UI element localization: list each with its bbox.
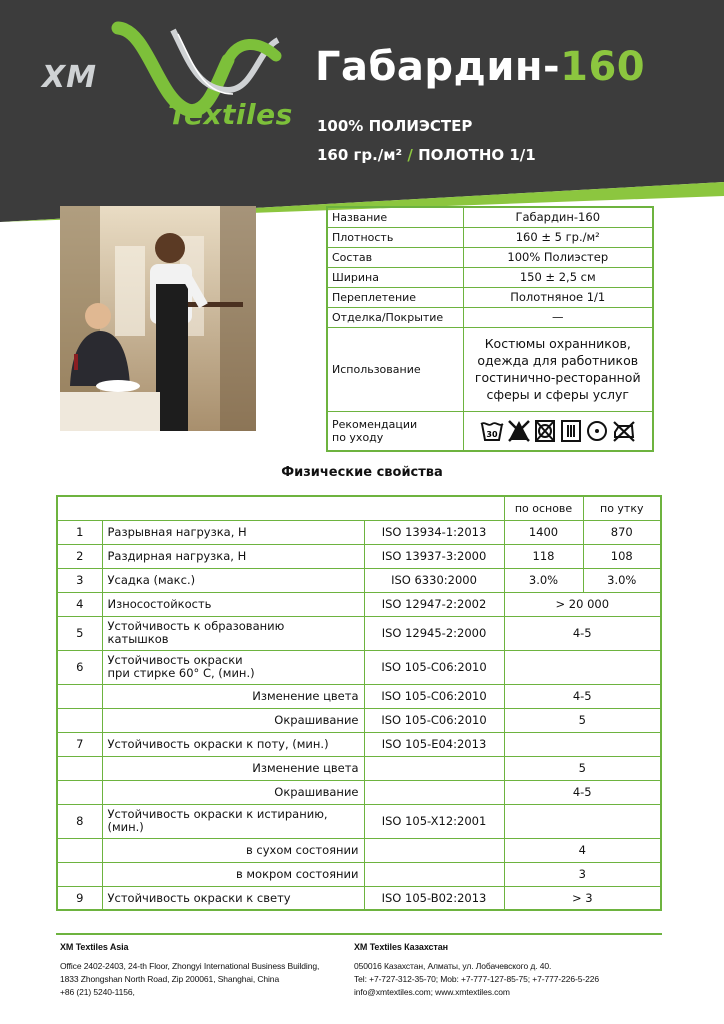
row-name-line: Устойчивость окраски — [107, 653, 243, 667]
header-blank — [57, 496, 504, 520]
row-standard — [364, 756, 504, 780]
row-name — [102, 804, 364, 838]
col-weft: по утку — [583, 496, 661, 520]
row-num-blank — [57, 756, 102, 780]
product-title — [315, 44, 645, 90]
composition-line: 100% ПОЛИЭСТЕР — [317, 117, 473, 135]
row-num: 4 — [57, 592, 102, 616]
usage-line: сферы и сферы услуг — [486, 387, 629, 402]
row-num-blank — [57, 780, 102, 804]
spec-key: Состав — [327, 247, 463, 267]
spec-value: 160 ± 5 гр./м² — [463, 227, 653, 247]
table-subrow — [57, 756, 661, 780]
row-num: 1 — [57, 520, 102, 544]
row-value — [504, 650, 661, 684]
table-row — [57, 804, 661, 838]
usage-line: гостинично-ресторанной — [474, 370, 641, 385]
row-standard: ISO 105-C06:2010 — [364, 684, 504, 708]
spec-table — [326, 206, 654, 452]
row-standard: ISO 105-C06:2010 — [364, 650, 504, 684]
row-standard: ISO 6330:2000 — [364, 568, 504, 592]
no-bleach-icon — [507, 418, 531, 444]
waiter-photo-illustration — [60, 206, 256, 431]
row-num-blank — [57, 708, 102, 732]
row-num: 9 — [57, 886, 102, 910]
footer-asia-heading: XM Textiles Asia — [60, 942, 129, 952]
row-name: Разрывная нагрузка, Н — [102, 520, 364, 544]
table-row — [57, 732, 661, 756]
row-standard: ISO 105-C06:2010 — [364, 708, 504, 732]
row-name-line: (мин.) — [107, 820, 144, 834]
row-value: > 20 000 — [504, 592, 661, 616]
no-dry-clean-icon — [611, 418, 637, 444]
spec-value: Габардин-160 — [463, 207, 653, 227]
row-standard — [364, 862, 504, 886]
row-value: > 3 — [504, 886, 661, 910]
row-value: 5 — [504, 708, 661, 732]
spec-row — [327, 207, 653, 227]
row-value — [504, 804, 661, 838]
density-text: 160 гр./м² — [317, 146, 403, 164]
row-standard: ISO 12947-2:2002 — [364, 592, 504, 616]
table-row — [57, 650, 661, 684]
row-warp: 118 — [504, 544, 583, 568]
row-value: 4-5 — [504, 616, 661, 650]
table-subrow — [57, 684, 661, 708]
table-row — [57, 520, 661, 544]
row-num-blank — [57, 838, 102, 862]
row-num: 7 — [57, 732, 102, 756]
row-standard: ISO 13934-1:2013 — [364, 520, 504, 544]
brand-logo — [38, 20, 298, 140]
row-value: 5 — [504, 756, 661, 780]
usage-line: Костюмы охранников, — [484, 336, 631, 351]
row-weft: 3.0% — [583, 568, 661, 592]
care-icons-cell — [463, 411, 653, 451]
row-standard: ISO 105-E04:2013 — [364, 732, 504, 756]
row-name — [102, 650, 364, 684]
row-standard: ISO 105-B02:2013 — [364, 886, 504, 910]
spec-key: Плотность — [327, 227, 463, 247]
care-key-line: Рекомендации — [332, 417, 418, 431]
row-num-blank — [57, 684, 102, 708]
spec-usage-value — [463, 327, 653, 411]
row-subname: Окрашивание — [102, 708, 364, 732]
spec-row — [327, 307, 653, 327]
title-main: Габардин- — [315, 44, 561, 90]
row-value: 4-5 — [504, 780, 661, 804]
spec-row — [327, 227, 653, 247]
care-key-line: по уходу — [332, 430, 384, 444]
spec-key: Отделка/Покрытие — [327, 307, 463, 327]
row-name: Усадка (макс.) — [102, 568, 364, 592]
row-num: 3 — [57, 568, 102, 592]
row-weft: 108 — [583, 544, 661, 568]
product-photo — [60, 206, 256, 431]
row-num: 2 — [57, 544, 102, 568]
row-weft: 870 — [583, 520, 661, 544]
spec-value: Полотняное 1/1 — [463, 287, 653, 307]
row-standard — [364, 780, 504, 804]
iron-low-icon — [585, 418, 609, 444]
row-name-line: Устойчивость окраски к истиранию, — [107, 807, 328, 821]
footer-kz-heading: XM Textiles Казахстан — [354, 942, 448, 952]
density-weave-line — [317, 146, 536, 164]
row-name: Износостойкость — [102, 592, 364, 616]
wash-30-icon — [479, 418, 505, 444]
spec-key: Название — [327, 207, 463, 227]
spec-row — [327, 287, 653, 307]
table-row — [57, 544, 661, 568]
logo-prefix: XM — [42, 60, 97, 95]
spec-key: Переплетение — [327, 287, 463, 307]
svg-text:30: 30 — [486, 429, 498, 439]
row-name — [102, 616, 364, 650]
row-name-line: при стирке 60° С, (мин.) — [107, 666, 255, 680]
footer-divider — [56, 933, 662, 935]
footer-kz-email-web[interactable]: info@xmtextiles.com; www.xmtextiles.com — [354, 987, 510, 997]
row-subname: Изменение цвета — [102, 684, 364, 708]
table-subrow — [57, 780, 661, 804]
table-row — [57, 886, 661, 910]
row-name: Устойчивость окраски к свету — [102, 886, 364, 910]
footer-kazakhstan — [354, 941, 654, 999]
spec-key: Ширина — [327, 267, 463, 287]
row-value: 4 — [504, 838, 661, 862]
footer-kz-line: Tel: +7-727-312-35-70; Mob: +7-777-127-85-75; +7-777-226-5-226 — [354, 974, 599, 984]
separator: / — [407, 146, 413, 164]
row-num: 8 — [57, 804, 102, 838]
footer-asia-line: +86 (21) 5240-1156, — [60, 987, 135, 997]
row-standard: ISO 13937-3:2000 — [364, 544, 504, 568]
title-accent: 160 — [560, 44, 646, 90]
footer-asia-line: Office 2402-2403, 24-th Floor, Zhongyi International Business Building, — [60, 961, 320, 971]
row-standard: ISO 12945-2:2000 — [364, 616, 504, 650]
row-num: 5 — [57, 616, 102, 650]
spec-key: Использование — [327, 327, 463, 411]
table-subrow — [57, 838, 661, 862]
weave-text: ПОЛОТНО 1/1 — [418, 146, 536, 164]
table-subrow — [57, 862, 661, 886]
spec-value: 100% Полиэстер — [463, 247, 653, 267]
physical-properties-title: Физические свойства — [281, 465, 443, 480]
line-dry-icon — [559, 418, 583, 444]
row-num-blank — [57, 862, 102, 886]
table-row — [57, 568, 661, 592]
spec-row — [327, 247, 653, 267]
spec-value: — — [463, 307, 653, 327]
physical-properties-table — [56, 495, 662, 911]
footer-kz-line: 050016 Казахстан, Алматы, ул. Лобачевского д. 40. — [354, 961, 552, 971]
row-subname: в сухом состоянии — [102, 838, 364, 862]
row-value — [504, 732, 661, 756]
row-warp: 1400 — [504, 520, 583, 544]
row-name: Раздирная нагрузка, Н — [102, 544, 364, 568]
table-row — [57, 592, 661, 616]
header-banner — [0, 0, 724, 222]
spec-value: 150 ± 2,5 см — [463, 267, 653, 287]
footer-asia-line: 1833 Zhongshan North Road, Zip 200061, Shanghai, China — [60, 974, 280, 984]
table-subrow — [57, 708, 661, 732]
spec-row — [327, 267, 653, 287]
row-standard — [364, 838, 504, 862]
table-header-row — [57, 496, 661, 520]
row-value: 4-5 — [504, 684, 661, 708]
row-value: 3 — [504, 862, 661, 886]
row-name-line: катышков — [107, 632, 169, 646]
spec-row-care — [327, 411, 653, 451]
spec-row-usage — [327, 327, 653, 411]
row-subname: Окрашивание — [102, 780, 364, 804]
logo-word: Textiles — [168, 98, 293, 131]
row-subname: в мокром состоянии — [102, 862, 364, 886]
row-standard: ISO 105-X12:2001 — [364, 804, 504, 838]
care-icons — [468, 418, 649, 444]
row-subname: Изменение цвета — [102, 756, 364, 780]
spec-key — [327, 411, 463, 451]
row-warp: 3.0% — [504, 568, 583, 592]
table-row — [57, 616, 661, 650]
usage-line: одежда для работников — [477, 353, 639, 368]
row-num: 6 — [57, 650, 102, 684]
footer-asia — [60, 941, 340, 999]
row-name: Устойчивость окраски к поту, (мин.) — [102, 732, 364, 756]
col-warp: по основе — [504, 496, 583, 520]
no-tumble-dry-icon — [533, 418, 557, 444]
row-name-line: Устойчивость к образованию — [107, 619, 285, 633]
